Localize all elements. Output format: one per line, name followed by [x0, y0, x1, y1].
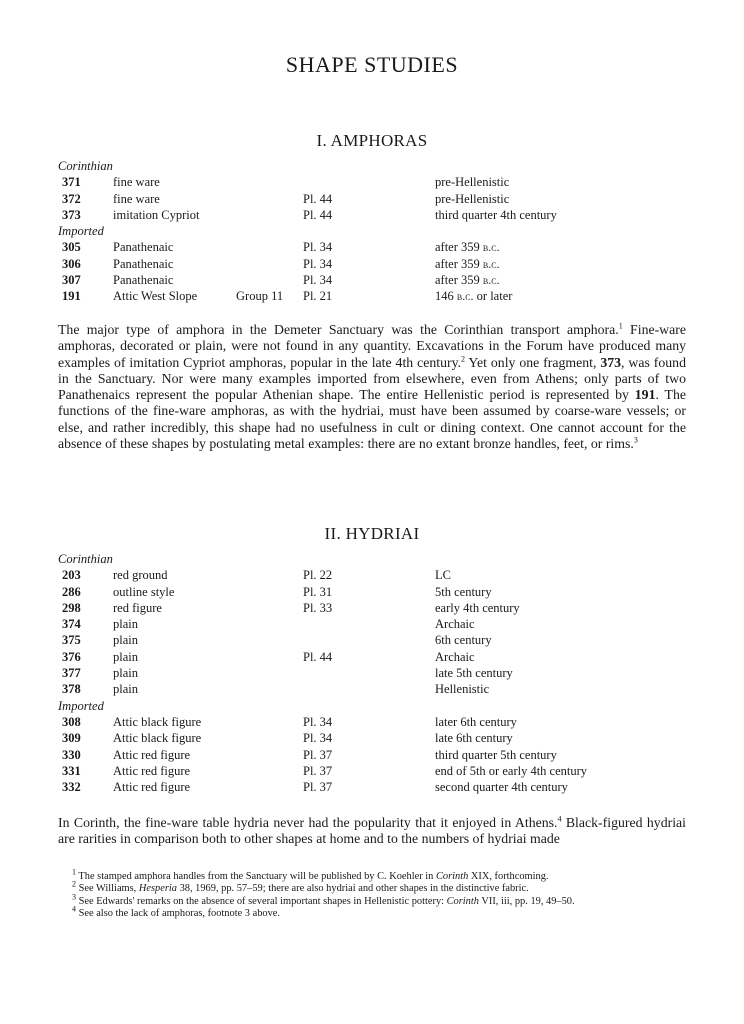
- catalog-plate: Pl. 44: [303, 649, 333, 664]
- catalog-number: 377: [62, 666, 81, 681]
- catalog-row: [58, 665, 698, 681]
- catalog-row: [58, 256, 698, 272]
- catalog-date: Hellenistic: [435, 682, 490, 697]
- catalog-group-label: Corinthian: [58, 552, 113, 566]
- text-run: Fine-ware amphoras, decorated or plain, were not found in any quantity. Excavations in the Forum have produced many examples of imitation Cypriot amphoras, popular in the late 4th century.: [58, 322, 686, 370]
- catalog-date: Archaic: [435, 649, 475, 664]
- footnote-ref: 3: [633, 435, 638, 445]
- section-title-amphoras: I. AMPHORAS: [316, 131, 428, 150]
- catalog-row: [58, 207, 698, 223]
- catalog-plate: Pl. 37: [303, 780, 333, 795]
- catalog-plate: Pl. 22: [303, 568, 333, 583]
- catalog-row: [58, 649, 698, 665]
- catalog-row: [58, 239, 698, 255]
- catalog-description: Attic black figure: [113, 714, 202, 729]
- catalog-ref: 373: [600, 354, 622, 370]
- text-run: 38, 1969, pp. 57–59; there are also hydriai and other shapes in the distinctive fabric.: [176, 883, 529, 895]
- footnotes: [72, 867, 692, 921]
- catalog-description: fine ware: [113, 191, 160, 206]
- text-run: See also the lack of amphoras, footnote 3 above.: [76, 908, 280, 920]
- catalog-row: [58, 567, 698, 583]
- catalog-number: 371: [62, 175, 81, 190]
- page-title: SHAPE STUDIES: [285, 52, 459, 77]
- catalog-date: 5th century: [435, 584, 492, 599]
- catalog-row: [58, 632, 698, 648]
- catalog-number: 307: [62, 273, 81, 288]
- catalog-date: 6th century: [435, 633, 492, 648]
- catalog-description: red ground: [113, 568, 168, 583]
- catalog-number: 306: [62, 256, 81, 271]
- catalog-plate: Pl. 31: [303, 584, 333, 599]
- catalog-description: Attic black figure: [113, 731, 202, 746]
- catalog-row: [58, 730, 698, 746]
- text-run: , was found in the Sanctuary. Nor were many examples imported from elsewhere, even from Athens; only parts of two Panathenaics represent the popular Athenian shape. The entire Hellenistic period is represented by: [58, 354, 686, 403]
- footnote-ref: 1: [618, 321, 623, 331]
- catalog-date: after 359 b.c.: [435, 256, 500, 271]
- catalog-row: [58, 763, 698, 779]
- catalog-row: [58, 191, 698, 207]
- catalog-date: LC: [435, 568, 451, 583]
- footnote: [72, 892, 692, 908]
- footnote-ref: 4: [557, 814, 562, 824]
- catalog-date: third quarter 4th century: [435, 207, 557, 222]
- catalog-row: [58, 616, 698, 632]
- catalog-date: Archaic: [435, 617, 475, 632]
- footnote-ref: 2: [461, 354, 466, 363]
- catalog-plate: Pl. 34: [303, 240, 333, 255]
- text-run: See Williams,: [76, 883, 139, 895]
- catalog-number: 375: [62, 633, 81, 648]
- catalog-group-label: Corinthian: [58, 159, 113, 173]
- catalog-number: 308: [62, 714, 81, 729]
- amphoras-catalog: [58, 158, 698, 305]
- text-run: The stamped amphora handles from the Sanctuary will be published by C. Koehler in: [76, 871, 436, 882]
- catalog-plate: Pl. 34: [303, 714, 333, 729]
- text-run: In Corinth, the fine-ware table hydria never had the popularity that it enjoyed in Athens.: [58, 815, 558, 830]
- catalog-group-label: Imported: [58, 698, 104, 713]
- catalog-group-label: Imported: [58, 224, 104, 239]
- catalog-row: [58, 779, 698, 795]
- amphoras-paragraph: [58, 322, 686, 452]
- catalog-description: Attic West Slope: [113, 289, 198, 304]
- catalog-number: 331: [62, 763, 81, 778]
- catalog-ref: 191: [634, 387, 656, 403]
- catalog-number: 374: [62, 617, 81, 632]
- catalog-row: [58, 288, 698, 304]
- italic-text: Corinth: [446, 895, 479, 907]
- catalog-number: 330: [62, 747, 81, 762]
- footnote: [72, 904, 692, 920]
- catalog-date: end of 5th or early 4th century: [435, 763, 588, 778]
- footnote-ref: 4: [72, 904, 76, 914]
- catalog-row: [58, 681, 698, 697]
- catalog-number: 332: [62, 780, 81, 795]
- catalog-plate: Pl. 33: [303, 600, 333, 615]
- catalog-date: early 4th century: [435, 600, 520, 615]
- catalog-plate: Pl. 44: [303, 191, 333, 206]
- catalog-description: Attic red figure: [113, 747, 191, 762]
- catalog-date: late 5th century: [435, 666, 513, 681]
- text-run: . The functions of the fine-ware amphoras, as with the hydriai, must have been assumed by coarse-ware vessels; or else, and rather incredibly, this shape had no usefulness in cult or dining context. One cannot account for the absence of these shapes by postulating metal examples: there are no extant bronze handles, feet, or rims.: [58, 387, 686, 452]
- footnote-ref: 1: [72, 867, 76, 877]
- footnote-ref: 2: [72, 879, 76, 889]
- catalog-number: 203: [62, 568, 81, 583]
- catalog-number: 286: [62, 584, 81, 599]
- footnote: [72, 879, 692, 895]
- catalog-number: 372: [62, 191, 81, 206]
- catalog-date: after 359 b.c.: [435, 273, 500, 288]
- catalog-plate: Pl. 37: [303, 763, 333, 778]
- catalog-date: second quarter 4th century: [435, 780, 568, 795]
- catalog-description: plain: [113, 617, 138, 632]
- catalog-plate: Pl. 44: [303, 207, 333, 222]
- hydriai-paragraph: [58, 815, 686, 848]
- catalog-date: late 6th century: [435, 731, 513, 746]
- catalog-plate: Pl. 21: [303, 289, 333, 304]
- text-run: The major type of amphora in the Demeter Sanctuary was the Corinthian transport amphora.: [58, 322, 619, 337]
- catalog-date: later 6th century: [435, 714, 517, 729]
- catalog-number: 191: [62, 289, 81, 304]
- catalog-description: red figure: [113, 600, 162, 615]
- catalog-plate: Pl. 34: [303, 731, 333, 746]
- catalog-plate: Pl. 37: [303, 747, 333, 762]
- catalog-group: Group 11: [236, 289, 284, 304]
- catalog-description: plain: [113, 649, 138, 664]
- catalog-date: third quarter 5th century: [435, 747, 557, 762]
- text-run: See Edwards' remarks on the absence of several important shapes in Hellenistic pottery:: [76, 895, 447, 907]
- catalog-row: [58, 584, 698, 600]
- catalog-row: [58, 714, 698, 730]
- text-run: XIX, forthcoming.: [468, 871, 549, 882]
- catalog-description: plain: [113, 633, 138, 648]
- catalog-date: pre-Hellenistic: [435, 175, 510, 190]
- text-run: VII, iii, pp. 19, 49–50.: [478, 895, 575, 907]
- catalog-description: plain: [113, 682, 138, 697]
- catalog-date: after 359 b.c.: [435, 240, 500, 255]
- catalog-number: 373: [62, 207, 81, 222]
- text-run: Black-figured hydriai are rarities in comparison both to other shapes at home and to the numbers of hydriai made: [58, 815, 686, 847]
- catalog-number: 309: [62, 731, 81, 746]
- catalog-row: [58, 272, 698, 288]
- catalog-description: fine ware: [113, 175, 160, 190]
- catalog-number: 376: [62, 649, 81, 664]
- catalog-description: Attic red figure: [113, 780, 191, 795]
- catalog-number: 298: [62, 600, 81, 615]
- footnote-ref: 3: [72, 892, 76, 902]
- text-run: Yet only one fragment,: [465, 354, 601, 370]
- catalog-row: [58, 600, 698, 616]
- catalog-description: Panathenaic: [113, 240, 174, 255]
- catalog-date: 146 b.c. or later: [435, 289, 513, 304]
- catalog-row: [58, 174, 698, 190]
- catalog-description: outline style: [113, 584, 175, 599]
- catalog-number: 378: [62, 682, 81, 697]
- catalog-plate: Pl. 34: [303, 256, 333, 271]
- catalog-description: imitation Cypriot: [113, 207, 200, 222]
- catalog-number: 305: [62, 240, 81, 255]
- italic-text: Corinth: [435, 871, 469, 882]
- catalog-row: [58, 747, 698, 763]
- section-title-hydriai: II. HYDRIAI: [324, 524, 420, 543]
- catalog-description: Panathenaic: [113, 256, 174, 271]
- catalog-plate: Pl. 34: [303, 273, 333, 288]
- footnote: [72, 867, 692, 883]
- hydriai-catalog: [58, 551, 698, 795]
- catalog-description: Attic red figure: [113, 763, 191, 778]
- catalog-description: plain: [113, 666, 138, 681]
- italic-text: Hesperia: [138, 883, 177, 895]
- catalog-description: Panathenaic: [113, 273, 174, 288]
- catalog-date: pre-Hellenistic: [435, 191, 510, 206]
